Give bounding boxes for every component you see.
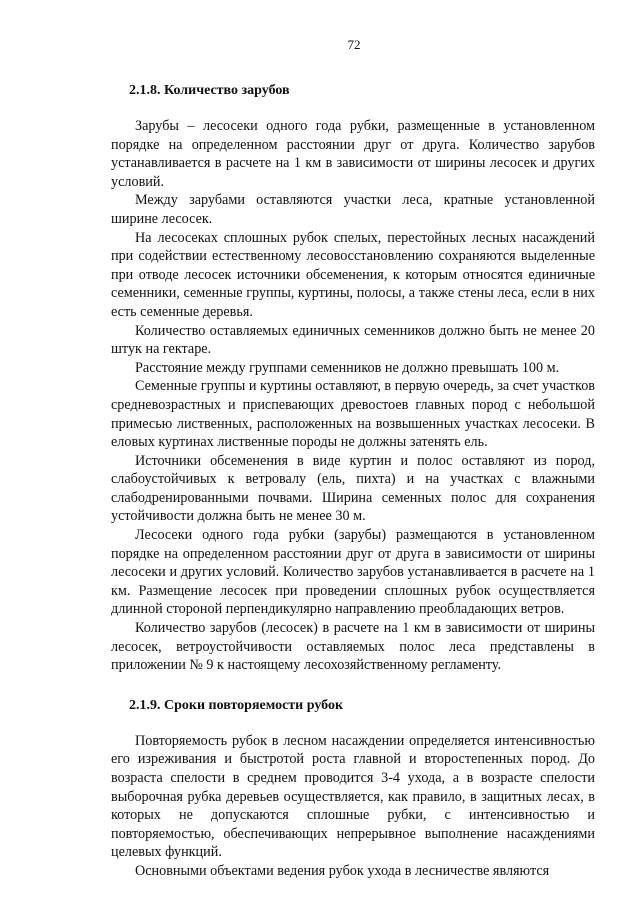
paragraph: Основными объектами ведения рубок ухода в лесничестве являются bbox=[135, 862, 550, 879]
paragraph: Зарубы – лесосеки одного года рубки, размещенные в установленном порядке на определенном расстоянии друг от друга. Количество зарубов устанавливается в расчете на 1 км в зависимости от ширины лесосек и других условий. bbox=[111, 118, 595, 190]
section-title: 2.1.8. Количество зарубов bbox=[129, 83, 290, 98]
paragraph: Количество оставляемых единичных семенников должно быть не менее 20 штук на гектаре. bbox=[111, 322, 595, 358]
section-title: 2.1.9. Сроки повторяемости рубок bbox=[129, 697, 344, 713]
paragraph: Семенные группы и куртины оставляют, в первую очередь, за счет участков средневозрастных и приспевающих древостоев главных пород с небольшой примесью лиственных, расположенных на возвышенных участках лесосеки. В еловых куртинах лиственные породы не должны затенять ель. bbox=[111, 378, 595, 451]
paragraph: Лесосеки одного года рубки (зарубы) размещаются в установленном порядке на определенном расстоянии друг от друга в зависимости от ширины лесосеки и других условий. Количество зарубов устанавливается в расчете на 1 км. Размещение лесосек при проведении сплошных рубок осуществляется длинной стороной перпендикулярно направлению преобладающих ветров. bbox=[111, 527, 595, 618]
section-2-1-8 bbox=[111, 82, 595, 675]
paragraph: Между зарубами оставляются участки леса, кратные установленной ширине лесосек. bbox=[111, 192, 595, 227]
paragraph: На лесосеках сплошных рубок спелых, перестойных лесных насаждений при содействии естественному лесовосстановлению сохраняются выделенные при отводе лесосек источники обсеменения, к которым относятся единичные семенники, семенные группы, куртины, полосы, а также стены леса, если в них есть семенные деревья. bbox=[111, 229, 595, 320]
paragraph: Повторяемость рубок в лесном насаждении определяется интенсивностью его изреживания и быстротой роста главной и второстепенных пород. До возраста спелости в среднем проводится 3-4 ухода, а в возрасте спелости выборочная рубка деревьев осуществляется, как правило, в защитных лесах, в которых не допускаются сплошные рубки, с интенсивностью и повторяемостью, обеспечивающих непрерывное выполнение насаждениями целевых функций. bbox=[111, 732, 595, 861]
section-2-1-9 bbox=[111, 697, 595, 881]
paragraph: Источники обсеменения в виде куртин и полос оставляют из пород, слабоустойчивых к ветровалу (ель, пихта) и на участках с влажными слабодренированными почвами. Ширина семенных полос для сохранения устойчивости должна быть не менее 30 м. bbox=[111, 452, 595, 525]
paragraph: Расстояние между группами семенников не должно превышать 100 м. bbox=[135, 359, 560, 376]
page-number: 72 bbox=[347, 37, 361, 52]
paragraph: Количество зарубов (лесосек) в расчете на 1 км в зависимости от ширины лесосек, ветроустойчивости оставляемых полос леса представлены в приложении № 9 к настоящему лесохозяйственному регламенту. bbox=[111, 620, 595, 674]
